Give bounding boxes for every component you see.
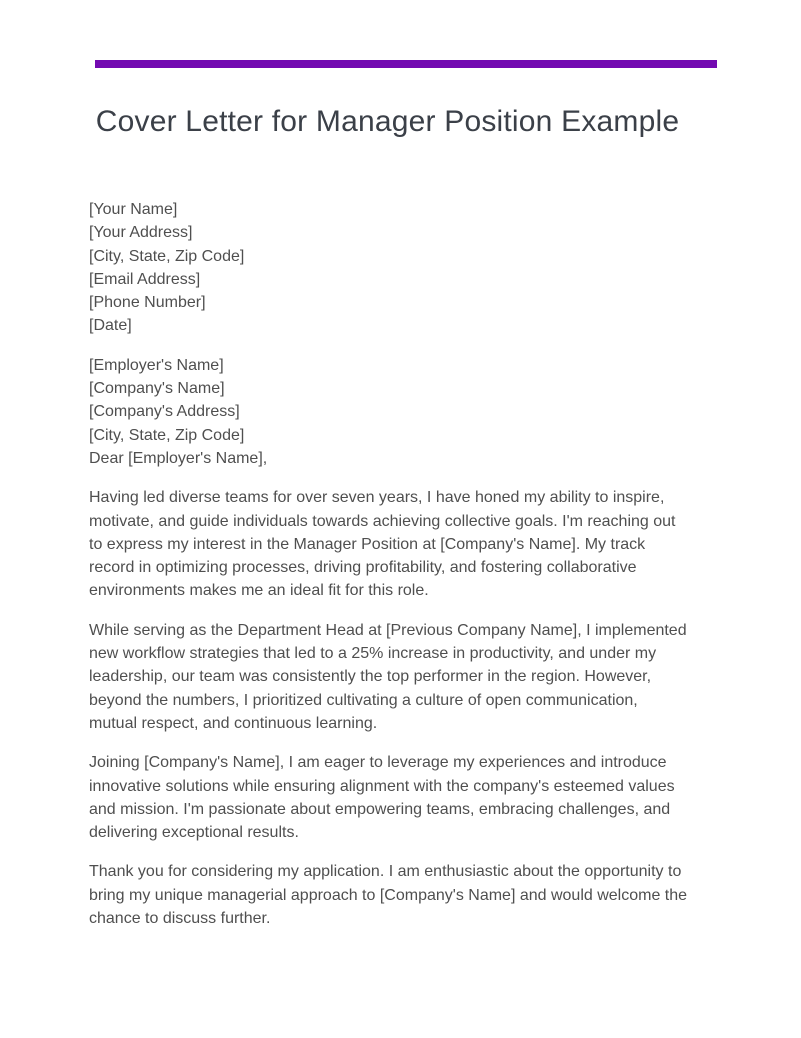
accent-bar [95,60,717,68]
sender-line: [Email Address] [89,270,201,288]
recipient-line: [Employer's Name] [89,356,224,374]
recipient-line: [Company's Address] [89,403,240,421]
recipient-block [89,354,689,470]
recipient-line: [Company's Name] [89,380,225,398]
letter-paragraph: Joining [Company's Name], I am eager to leverage my experiences and introduce innovative solutions while ensuring alignment with the company's esteemed values and mission. I'm passionate about empowering teams, embracing challenges, and delivering exceptional results. [89,754,675,842]
letter-body [89,198,689,946]
sender-line: [Your Name] [89,201,178,218]
recipient-line: [City, State, Zip Code] [89,426,245,444]
letter-paragraphs [89,486,689,930]
recipient-line: Dear [Employer's Name], [89,449,268,467]
sender-line: [Your Address] [89,224,193,242]
letter-paragraph: While serving as the Department Head at [Previous Company Name], I implemented new workflow strategies that led to a 25% increase in productivity, and under my leadership, our team was consistently the top performer in the region. However, beyond the numbers, I prioritized cultivating a culture of open communication, mutual respect, and continuous learning. [89,621,687,732]
page-title: Cover Letter for Manager Position Example [95,105,680,138]
sender-line: [Date] [89,317,132,335]
sender-line: [City, State, Zip Code] [89,247,245,265]
sender-line: [Phone Number] [89,294,206,312]
sender-block [89,198,689,338]
letter-paragraph: Thank you for considering my application. I am enthusiastic about the opportunity to bring my unique managerial approach to [Company's Name] and would welcome the chance to discuss further. [89,863,688,928]
letter-paragraph: Having led diverse teams for over seven years, I have honed my ability to inspire, motivate, and guide individuals towards achieving collective goals. I'm reaching out to express my interest in the Manager Position at [Company's Name]. My track record in optimizing processes, driving profitability, and fostering collaborative environments makes me an ideal fit for this role. [89,489,676,600]
